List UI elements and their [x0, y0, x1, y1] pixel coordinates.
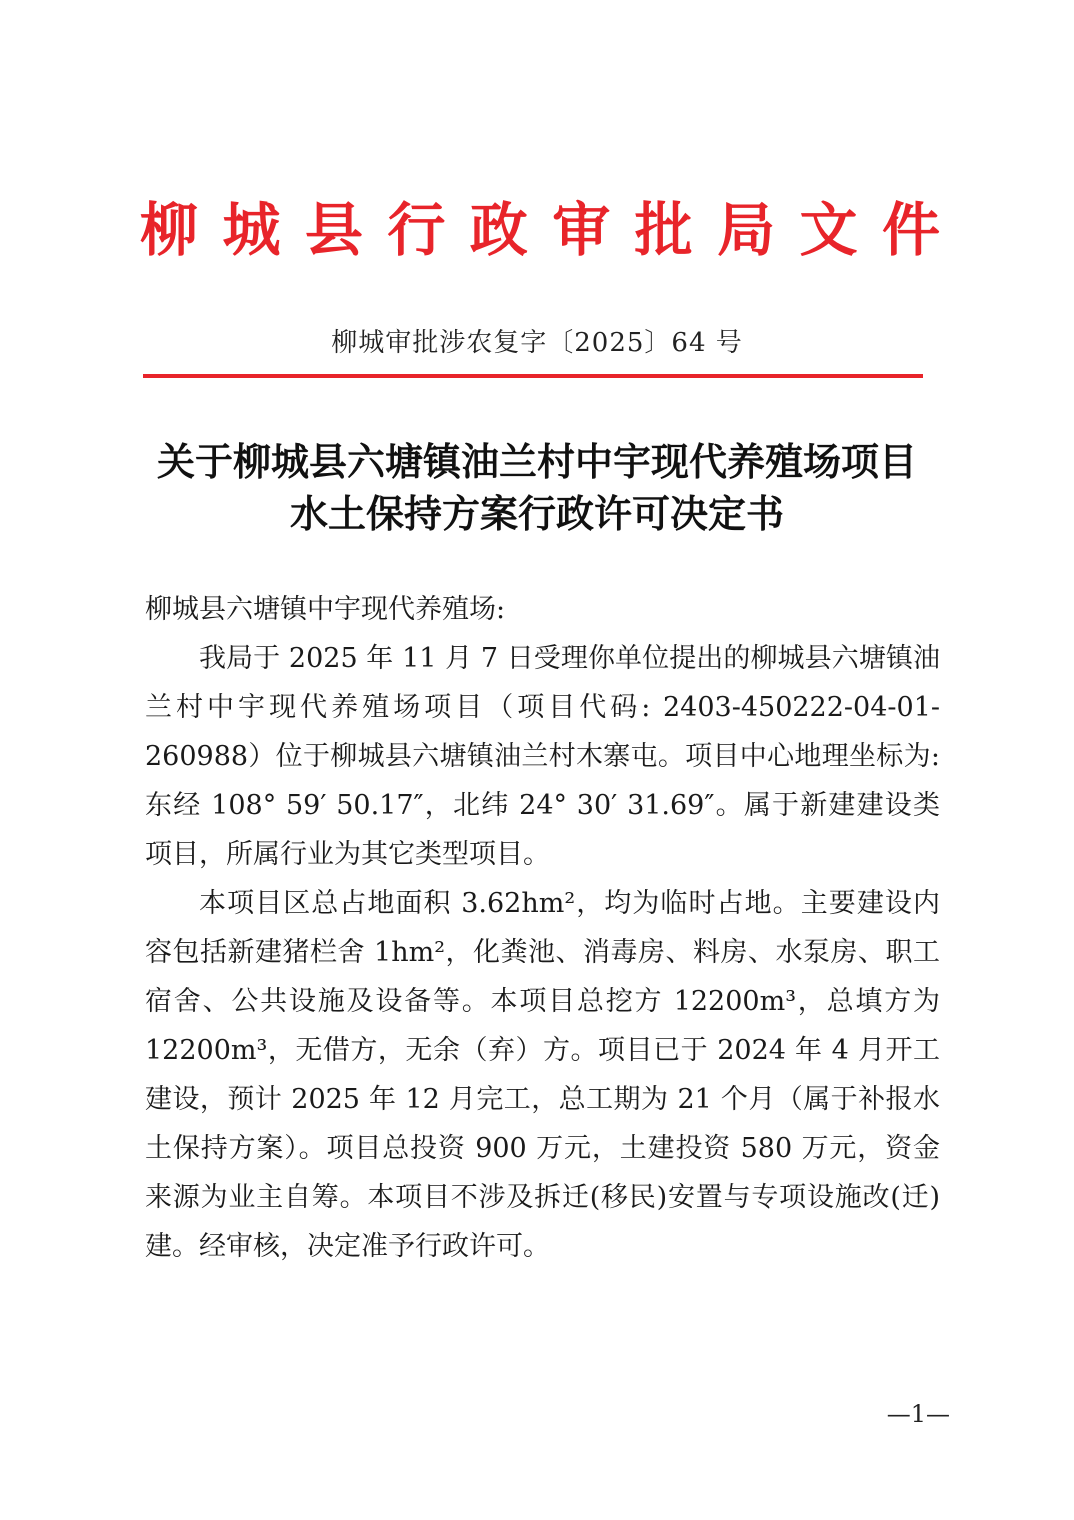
body-paragraph-1: 我局于 2025 年 11 月 7 日受理你单位提出的柳城县六塘镇油兰村中宇现代养殖场项目（项目代码: 2403-450222-04-01-260988）位于柳城县六塘镇油兰村木寨屯。项目中心地理坐标为: 东经 108° 59′ 50.17″，北纬 24° 30′ 31.69″。属于新建建设类项目，所属行业为其它类型项目。 — [145, 643, 940, 870]
title-char: 行 — [387, 196, 446, 264]
title-char: 局 — [717, 196, 776, 264]
body-paragraph-2: 本项目区总占地面积 3.62hm²，均为临时占地。主要建设内容包括新建猪栏舍 1hm²，化粪池、消毒房、料房、水泵房、职工宿舍、公共设施及设备等。本项目总挖方 12200m³，总填方为 12200m³，无借方，无余（弃）方。项目已于 2024 年 4 月开工建设，预计 2025 年 12 月完工，总工期为 21 个月（属于补报水土保持方案）。项目总投资 900 万元，土建投资 580 万元，资金来源为业主自筹。本项目不涉及拆迁(移民)安置与专项设施改(迁)建。经审核，决定准予行政许可。 — [145, 888, 940, 1262]
title-line-1: 关于柳城县六塘镇油兰村中宇现代养殖场项目 — [156, 439, 917, 484]
addressee: 柳城县六塘镇中宇现代养殖场: — [145, 594, 506, 625]
red-divider-line — [143, 374, 923, 378]
document-title — [100, 436, 974, 540]
title-char: 件 — [881, 196, 940, 264]
title-char: 政 — [469, 196, 528, 264]
title-char: 批 — [634, 196, 693, 264]
page-number: —1— — [886, 1400, 950, 1428]
title-char: 审 — [552, 196, 611, 264]
title-char: 县 — [304, 196, 363, 264]
document-number: 柳城审批涉农复字〔2025〕64 号 — [331, 328, 743, 358]
title-line-2: 水土保持方案行政许可决定书 — [289, 491, 784, 536]
document-body — [145, 585, 940, 1271]
title-char: 城 — [222, 196, 281, 264]
issuing-authority-title — [140, 190, 940, 270]
title-char: 柳 — [140, 196, 199, 264]
title-char: 文 — [799, 196, 858, 264]
